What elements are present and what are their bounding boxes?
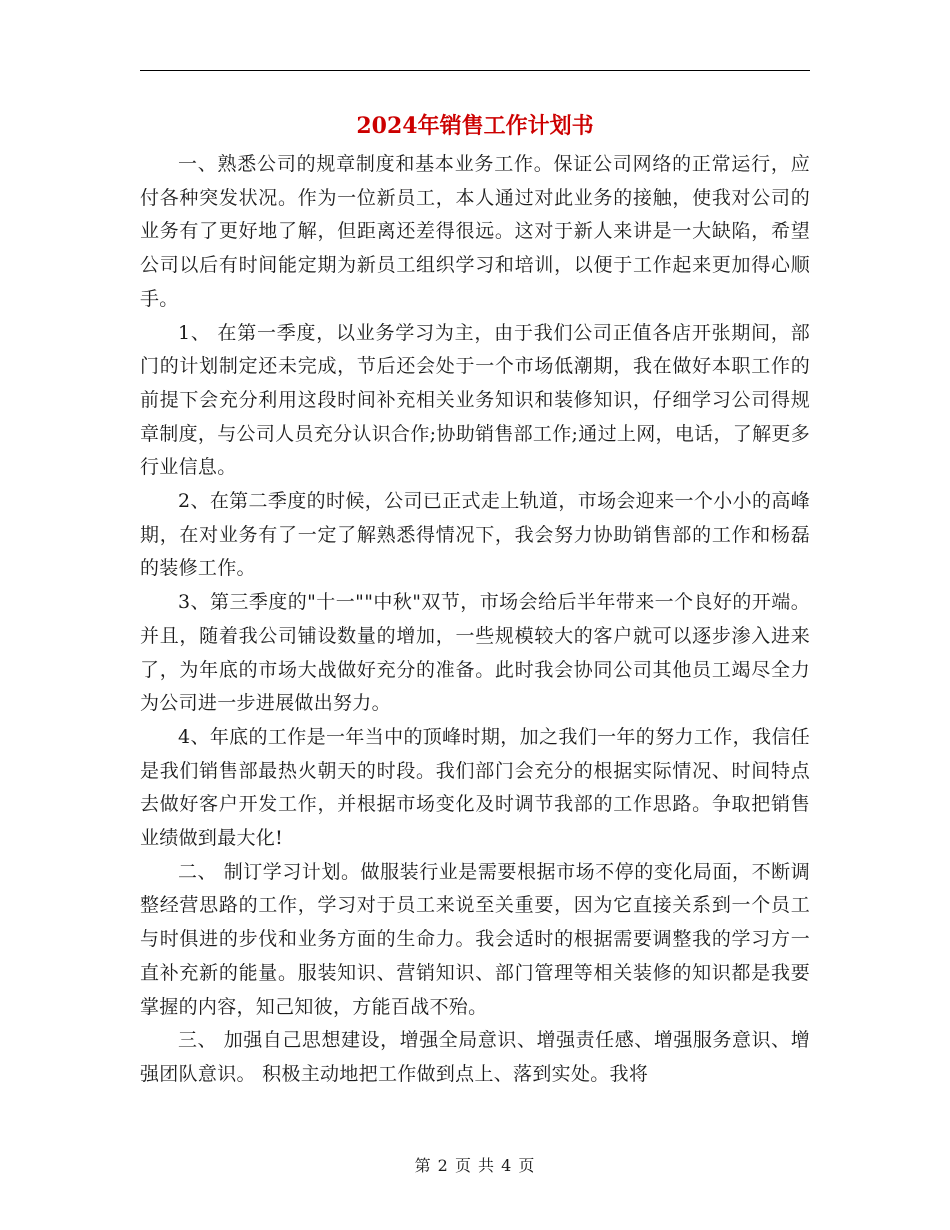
paragraph-6: 二、 制订学习计划。做服装行业是需要根据市场不停的变化局面，不断调整经营思路的工作，学习对于员工来说至关重要，因为它直接关系到一个员工与时俱进的步伐和业务方面的生命力。我会适时的根据需要调整我的学习方一直补充新的能量。服装知识、营销知识、部门管理等相关装修的知识都是我要掌握的内容，知己知彼，方能百战不殆。 [140,860,810,1018]
document-title: 2024年销售工作计划书 [356,113,594,139]
paragraph-3: 2、在第二季度的时候，公司已正式走上轨道，市场会迎来一个小小的高峰期，在对业务有了一定了解熟悉得情况下，我会努力协助销售部的工作和杨磊的装修工作。 [140,490,810,580]
paragraph-2: 1、 在第一季度，以业务学习为主，由于我们公司正值各店开张期间，部门的计划制定还未完成，节后还会处于一个市场低潮期，我在做好本职工作的前提下会充分利用这段时间补充相关业务知识和装修知识，仔细学习公司得规章制度，与公司人员充分认识合作;协助销售部工作;通过上网，电话，了解更多行业信息。 [140,321,810,479]
paragraph-7: 三、 加强自己思想建设，增强全局意识、增强责任感、增强服务意识、增强团队意识。 积极主动地把工作做到点上、落到实处。我将 [140,1029,810,1085]
document-body [140,148,810,1092]
paragraph-4: 3、第三季度的"十一""中秋"双节，市场会给后半年带来一个良好的开端。并且，随着我公司铺设数量的增加，一些规模较大的客户就可以逐步渗入进来了，为年底的市场大战做好充分的准备。此时我会协同公司其他员工竭尽全力为公司进一步进展做出努力。 [140,591,810,715]
paragraph-5: 4、年底的工作是一年当中的顶峰时期，加之我们一年的努力工作，我信任是我们销售部最热火朝天的时段。我们部门会充分的根据实际情况、时间特点去做好客户开发工作，并根据市场变化及时调节我部的工作思路。争取把销售业绩做到最大化! [140,725,810,850]
header-rule [140,70,810,71]
page-footer: 第 2 页 共 4 页 [414,1156,536,1175]
paragraph-1: 一、熟悉公司的规章制度和基本业务工作。保证公司网络的正常运行，应付各种突发状况。作为一位新员工，本人通过对此业务的接触，使我对公司的业务有了更好地了解，但距离还差得很远。这对于新人来讲是一大缺陷，希望公司以后有时间能定期为新员工组织学习和培训，以便于工作起来更加得心顺手。 [140,153,810,310]
